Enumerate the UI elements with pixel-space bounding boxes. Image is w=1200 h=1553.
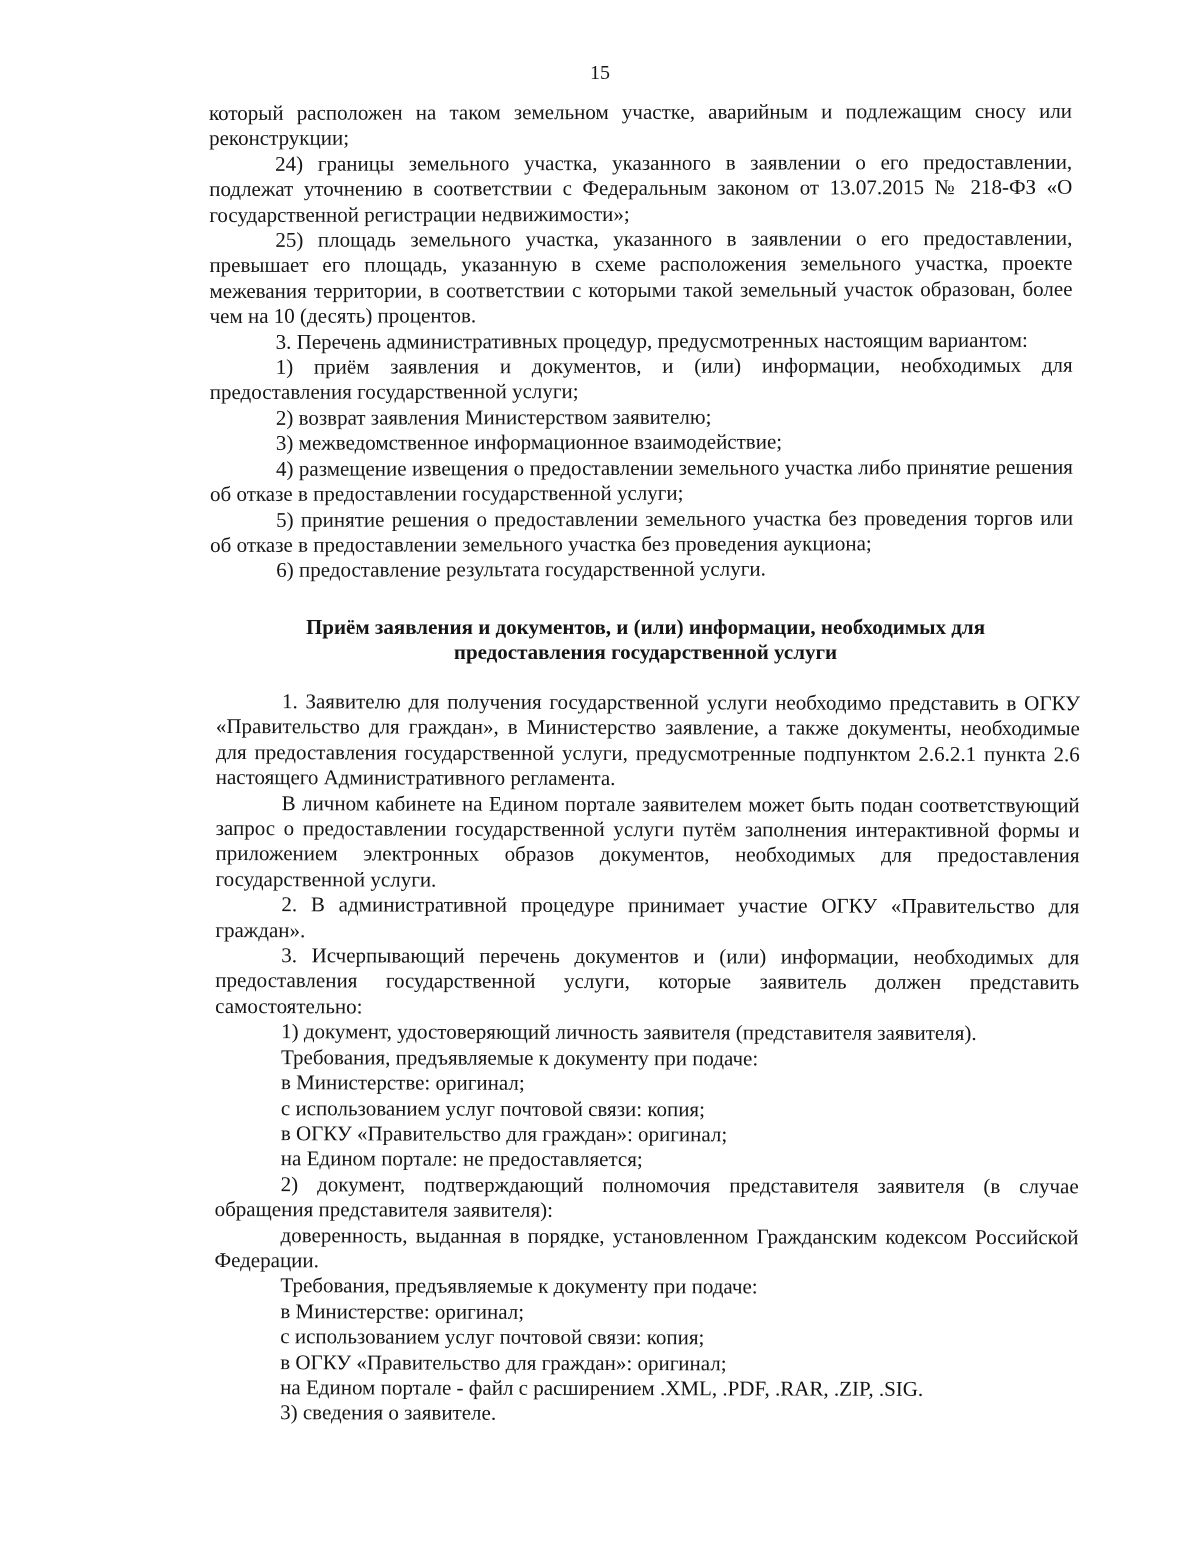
list-item: 4) размещение извещения о предоставлении земельного участка либо принятие решения об отказе в предоставлении государственной услуги; — [209, 454, 1073, 507]
page-number: 15 — [590, 62, 610, 84]
paragraph: 2. В административной процедуре принимает участие ОГКУ «Правительство для граждан». — [215, 892, 1080, 942]
list-item: в ОГКУ «Правительство для граждан»: оригинал; — [280, 1121, 728, 1147]
list-item: 1) приём заявления и документов, и (или) информации, необходимых для предоставления государственной услуги; — [209, 352, 1073, 405]
text-block-upper — [209, 99, 1073, 584]
paragraph: В личном кабинете на Едином портале заявителем может быть подан соответствующий запрос о предоставлении государственной услуги путём заполнения интерактивной формы и приложением электронных образов документов, необходимых для предоставления государственной услуги. — [215, 790, 1080, 892]
paragraph: 3. Перечень административных процедур, предусмотренных настоящим вариантом: — [275, 327, 1028, 354]
heading-line: Приём заявления и документов, и (или) информации, необходимых для — [305, 615, 986, 639]
paragraph: 24) границы земельного участка, указанного в заявлении о его предоставлении, подлежат уточнению в соответствии с Федеральным законом от 13.07.2015 № 218-ФЗ «О государственной регистрации недвижимости»; — [209, 149, 1073, 227]
list-item: на Едином портале: не предоставляется; — [280, 1146, 643, 1172]
paragraph: 1. Заявителю для получения государственной услуги необходимо представить в ОГКУ «Правительство для граждан», в Министерство заявление, а также документы, необходимые для предоставления государственной услуги, предусмотренные подпунктом 2.6.2.1 пункта 2.6 настоящего Административного регламента. — [215, 689, 1080, 791]
paragraph: 25) площадь земельного участка, указанного в заявлении о его предоставлении, превышает его площадь, указанную в схеме расположения земельного участка, проекте межевания территории, в соответствии с которыми такой земельный участок образован, более чем на 10 (десять) процентов. — [209, 225, 1073, 329]
section-heading — [213, 615, 1078, 665]
list-item: с использованием услуг почтовой связи: копия; — [280, 1095, 705, 1121]
heading-line: предоставления государственной услуги — [453, 640, 838, 664]
list-item: 5) принятие решения о предоставлении земельного участка без проведения торгов или об отказе в предоставлении земельного участка без проведения аукциона; — [210, 505, 1074, 557]
list-item: 1) документ, удостоверяющий личность заявителя (представителя заявителя). — [281, 1019, 977, 1046]
paragraph: Требования, предъявляемые к документу при подаче: — [280, 1273, 758, 1299]
paragraph: Требования, предъявляемые к документу при подаче: — [281, 1044, 759, 1071]
list-item: 3) сведения о заявителе. — [280, 1400, 497, 1426]
list-item: в ОГКУ «Правительство для граждан»: оригинал; — [280, 1349, 727, 1375]
list-item: в Министерстве: оригинал; — [280, 1070, 525, 1095]
paragraph: 3. Исчерпывающий перечень документов и (или) информации, необходимых для предоставления государственной услуги, которые заявитель должен представить самостоятельно: — [215, 943, 1080, 1019]
list-item: в Министерстве: оригинал; — [280, 1298, 525, 1324]
list-item: с использованием услуг почтовой связи: копия; — [280, 1324, 705, 1350]
paragraph: доверенность, выданная в порядке, установленном Гражданским кодексом Российской Федерации. — [214, 1222, 1079, 1273]
list-item: 2) возврат заявления Министерством заявителю; — [275, 404, 712, 430]
text-block-lower — [214, 689, 1080, 1428]
paragraph: который расположен на таком земельном участке, аварийным и подлежащим сносу или реконструкции; — [209, 98, 1073, 151]
list-item: на Едином портале - файл с расширением .XML, .PDF, .RAR, .ZIP, .SIG. — [280, 1375, 924, 1401]
list-item: 3) межведомственное информационное взаимодействие; — [275, 429, 783, 456]
list-item: 6) предоставление результата государственной услуги. — [276, 556, 766, 583]
list-item: 2) документ, подтверждающий полномочия представителя заявителя (в случае обращения представителя заявителя): — [214, 1171, 1079, 1223]
